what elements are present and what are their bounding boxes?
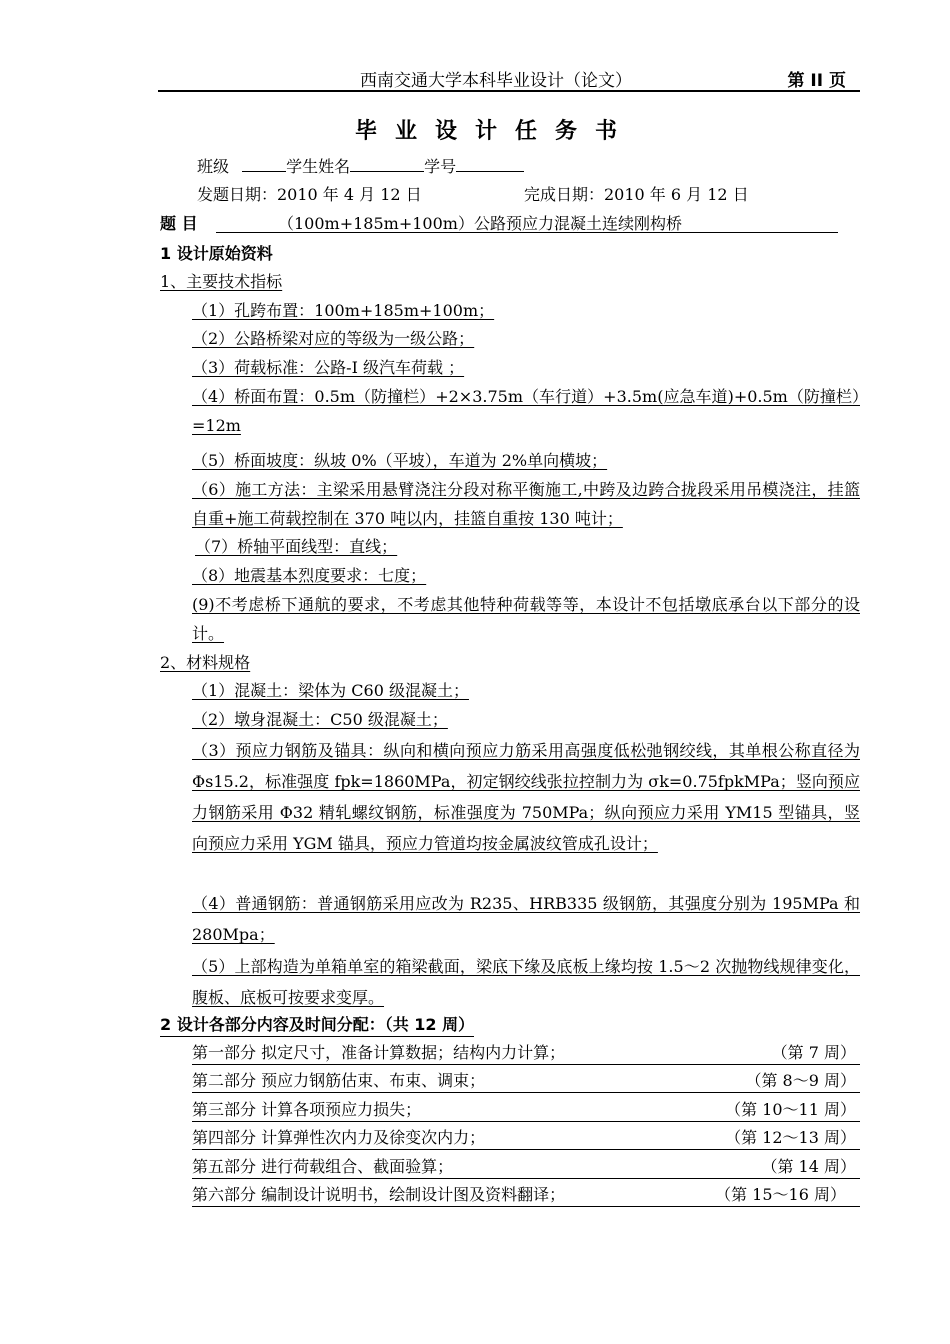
list-item: （2）公路桥梁对应的等级为一级公路； <box>192 329 475 348</box>
schedule-weeks: （第 12～13 周） <box>725 1128 856 1147</box>
schedule-weeks: （第 15～16 周） <box>715 1185 846 1204</box>
topic-value: （100m+185m+100m）公路预应力混凝土连续刚构桥 <box>216 213 838 233</box>
schedule-task: 第六部分 编制设计说明书，绘制设计图及资料翻译； <box>192 1185 566 1204</box>
schedule-row <box>192 1127 860 1150</box>
finish-date: 完成日期：2010 年 6 月 12 日 <box>524 185 749 204</box>
student-id-blank <box>456 155 524 172</box>
schedule-weeks: （第 7 周） <box>771 1043 856 1062</box>
list-item: （5）桥面坡度：纵坡 0%（平坡），车道为 2%单向横坡； <box>192 451 608 470</box>
header-page-number: 第 II 页 <box>787 71 846 91</box>
list-item: （4）桥面布置：0.5m（防撞栏）+2×3.75m（车行道）+3.5m(应急车道)+0.5m（防撞栏）=12m <box>192 387 860 435</box>
list-item: （7）桥轴平面线型：直线； <box>195 537 398 556</box>
student-info-line <box>197 155 524 178</box>
subsection-technical-indicators: 1、主要技术指标 <box>160 272 283 291</box>
section2-heading: 2 设计各部分内容及时间分配：（共 12 周） <box>160 1014 474 1037</box>
page-header <box>158 62 860 92</box>
schedule-row <box>192 1070 860 1093</box>
class-label: 班级 <box>197 157 230 176</box>
document-title: 毕业设计任务书 <box>354 119 635 144</box>
schedule-weeks: （第 8～9 周） <box>745 1071 856 1090</box>
list-item: (9)不考虑桥下通航的要求，不考虑其他特种荷载等等，本设计不包括墩底承台以下部分的设计。 <box>192 595 860 643</box>
header-title: 西南交通大学本科毕业设计（论文） <box>360 71 632 91</box>
schedule-weeks: （第 10～11 周） <box>725 1100 856 1119</box>
schedule-row <box>192 1156 860 1179</box>
schedule-row <box>192 1099 860 1122</box>
schedule-task: 第二部分 预应力钢筋估束、布束、调束； <box>192 1071 486 1090</box>
list-item: （1）混凝土：梁体为 C60 级混凝土； <box>192 681 469 700</box>
schedule-task: 第三部分 计算各项预应力损失； <box>192 1100 422 1119</box>
schedule-weeks: （第 14 周） <box>761 1157 856 1176</box>
student-name-blank <box>350 155 424 172</box>
student-name-label: 学生姓名 <box>286 157 351 176</box>
class-blank <box>242 155 286 172</box>
student-id-label: 学号 <box>424 157 457 176</box>
schedule-task: 第五部分 进行荷载组合、截面验算； <box>192 1157 454 1176</box>
schedule-task: 第一部分 拟定尺寸，准备计算数据；结构内力计算； <box>192 1043 566 1062</box>
list-item: （2）墩身混凝土：C50 级混凝土； <box>192 710 448 729</box>
list-item: （8）地震基本烈度要求：七度； <box>192 566 427 585</box>
section1-heading: 1 设计原始资料 <box>160 244 273 263</box>
subsection-material-specs: 2、材料规格 <box>160 653 251 672</box>
schedule-task: 第四部分 计算弹性次内力及徐变次内力； <box>192 1128 486 1147</box>
schedule-row <box>192 1042 860 1065</box>
list-item: （5）上部构造为单箱单室的箱梁截面，梁底下缘及底板上缘均按 1.5～2 次抛物线规律变化，腹板、底板可按要求变厚。 <box>192 957 860 1007</box>
schedule-row <box>192 1184 860 1207</box>
list-item: （3）荷载标准：公路-I 级汽车荷载 ； <box>192 358 465 377</box>
list-item: （1）孔跨布置：100m+185m+100m； <box>192 301 495 320</box>
list-item: （4）普通钢筋：普通钢筋采用应改为 R235、HRB335 级钢筋，其强度分别为 195MPa 和 280Mpa； <box>192 894 860 944</box>
issue-date: 发题日期：2010 年 4 月 12 日 <box>197 185 422 204</box>
topic-label: 题 目 <box>160 214 198 233</box>
list-item: （6）施工方法：主梁采用悬臂浇注分段对称平衡施工,中跨及边跨合拢段采用吊模浇注，挂篮自重+施工荷载控制在 370 吨以内，挂篮自重按 130 吨计； <box>192 480 860 528</box>
list-item: （3）预应力钢筋及锚具：纵向和横向预应力筋采用高强度低松弛钢绞线，其单根公称直径为 Φs15.2，标准强度 fpk=1860MPa，初定钢绞线张拉控制力为 σk=0.75fpkMPa；竖向预应力钢筋采用 Φ32 精轧螺纹钢筋，标准强度为 750MPa；纵向预应力采用 YM15 型锚具，竖向预应力采用 YGM 锚具，预应力管道均按金属波纹管成孔设计； <box>192 741 860 853</box>
